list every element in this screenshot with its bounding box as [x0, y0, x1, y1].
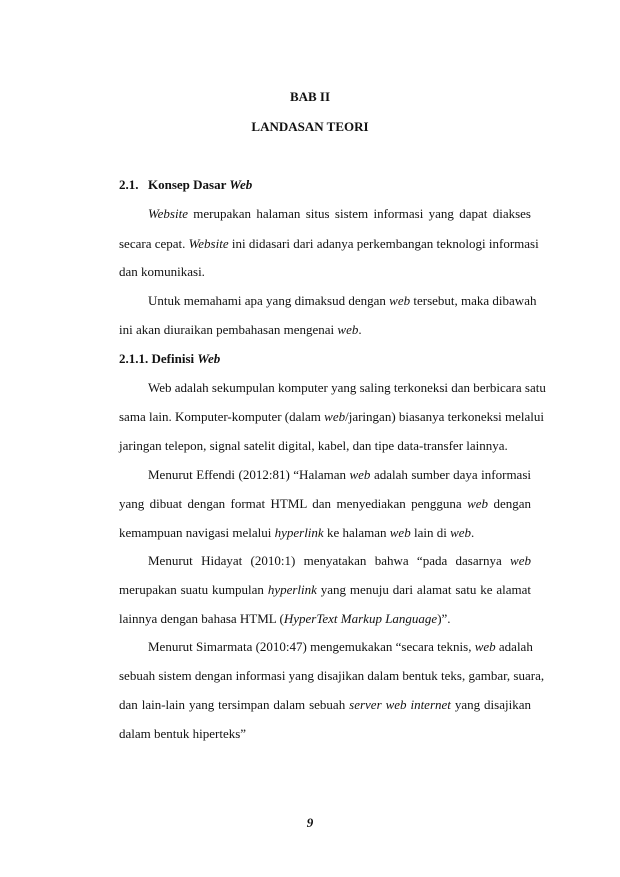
- s211-p2-l3-mid: ke halaman: [323, 525, 390, 540]
- s21-p1-l1-rest: merupakan halaman situs sistem informasi yang dapat diakses: [187, 206, 531, 221]
- s211-p2-l3-post: .: [471, 525, 475, 540]
- s211-p3-l3-pre: lainnya dengan bahasa HTML (: [119, 611, 284, 626]
- s211-p1-line2: [119, 409, 545, 424]
- s211-p3-line1: [148, 553, 531, 568]
- s211-p3-l2-italic: hyperlink: [267, 582, 317, 597]
- s211-p3-l3-post: )”.: [437, 611, 451, 626]
- section-2-1-title: Konsep Dasar: [148, 177, 230, 192]
- s211-p2-l2-italic: web: [467, 496, 489, 511]
- s21-p2-l2-pre: ini akan diuraikan pembahasan mengenai: [119, 322, 338, 337]
- s211-p3-line2: [119, 582, 531, 597]
- s211-p3-l2-post: yang menuju dari alamat satu ke alamat: [316, 582, 531, 597]
- s211-p4-l1-post: adalah: [495, 639, 533, 654]
- section-2-1-title-italic: Web: [229, 177, 253, 192]
- s211-p2-l3-italic1: hyperlink: [274, 525, 324, 540]
- s211-p2-l1-post: adalah sumber daya informasi: [370, 467, 531, 482]
- chapter-title: LANDASAN TEORI: [251, 119, 369, 134]
- s21-p1-l2-post: ini didasari dari adanya perkembangan teknologi informasi: [228, 236, 539, 251]
- s21-p1-line3: dan komunikasi.: [119, 264, 205, 279]
- s211-p2-l1-italic: web: [349, 467, 371, 482]
- section-2-1-heading: [148, 177, 252, 192]
- s211-p4-line1: [148, 639, 531, 654]
- section-2-1-1-title-italic: Web: [197, 351, 221, 366]
- s21-p2-l1-pre: Untuk memahami apa yang dimaksud dengan: [148, 293, 390, 308]
- s21-p2-l1-italic: web: [389, 293, 411, 308]
- page-number: 9: [306, 815, 314, 830]
- s211-p1-line3: jaringan telepon, signal satelit digital, kabel, dan tipe data-transfer lainnya.: [119, 438, 508, 453]
- s211-p4-line2: sebuah sistem dengan informasi yang disajikan dalam bentuk teks, gambar, suara,: [119, 668, 545, 683]
- s211-p1-line1: Web adalah sekumpulan komputer yang saling terkoneksi dan berbicara satu: [148, 380, 546, 395]
- s211-p4-line3: [119, 697, 531, 712]
- s211-p2-l1-pre: Menurut Effendi (2012:81) “Halaman: [148, 467, 350, 482]
- s211-p4-l3-italic: server web internet: [349, 697, 451, 712]
- s211-p3-l3-italic: HyperText Markup Language: [283, 611, 438, 626]
- section-2-1-1-title: 2.1.1. Definisi: [119, 351, 198, 366]
- s21-p2-l1-post: tersebut, maka dibawah: [410, 293, 537, 308]
- s211-p4-line4: dalam bentuk hiperteks”: [119, 726, 247, 741]
- s211-p1-l2-pre: sama lain. Komputer-komputer (dalam: [119, 409, 325, 424]
- s211-p2-line3: [119, 525, 531, 540]
- s211-p2-l2-post: dengan: [488, 496, 532, 511]
- s21-p2-l2-italic: web: [337, 322, 359, 337]
- section-2-1-1-heading: [119, 351, 220, 366]
- s21-p1-line1: [148, 206, 531, 221]
- s211-p2-line2: [119, 496, 531, 511]
- s21-p1-l2-italic: Website: [188, 236, 229, 251]
- s211-p2-line1: [148, 467, 531, 482]
- s211-p4-l3-pre: dan lain-lain yang tersimpan dalam sebuah: [119, 697, 350, 712]
- s211-p1-l2-post: /jaringan) biasanya terkoneksi melalui: [345, 409, 545, 424]
- s211-p4-l1-pre: Menurut Simarmata (2010:47) mengemukakan “secara teknis,: [148, 639, 475, 654]
- s211-p3-line3: [119, 611, 531, 626]
- s21-p2-l2-post: .: [358, 322, 362, 337]
- s21-p2-line2: [119, 322, 531, 337]
- s211-p2-l3-mid2: lain di: [410, 525, 451, 540]
- s211-p2-l3-pre: kemampuan navigasi melalui: [119, 525, 275, 540]
- s21-p2-line1: [148, 293, 537, 308]
- s211-p3-l1-italic: web: [510, 553, 531, 568]
- s211-p2-l2-pre: yang dibuat dengan format HTML dan menyediakan pengguna: [119, 496, 468, 511]
- s211-p1-l2-italic: web: [324, 409, 346, 424]
- section-2-1-number: 2.1.: [119, 177, 139, 192]
- s211-p2-l3-italic3: web: [450, 525, 472, 540]
- s211-p2-l3-italic2: web: [389, 525, 411, 540]
- s211-p4-l3-post: yang disajikan: [450, 697, 531, 712]
- s211-p3-l2-pre: merupakan suatu kumpulan: [119, 582, 268, 597]
- s21-p1-l2-pre: secara cepat.: [119, 236, 189, 251]
- s211-p4-l1-italic: web: [474, 639, 496, 654]
- s21-p1-l1-italic: Website: [148, 206, 188, 221]
- s211-p3-l1-pre: Menurut Hidayat (2010:1) menyatakan bahwa “pada dasarnya: [148, 553, 511, 568]
- s21-p1-line2: [119, 236, 539, 251]
- chapter-label: BAB II: [289, 89, 331, 104]
